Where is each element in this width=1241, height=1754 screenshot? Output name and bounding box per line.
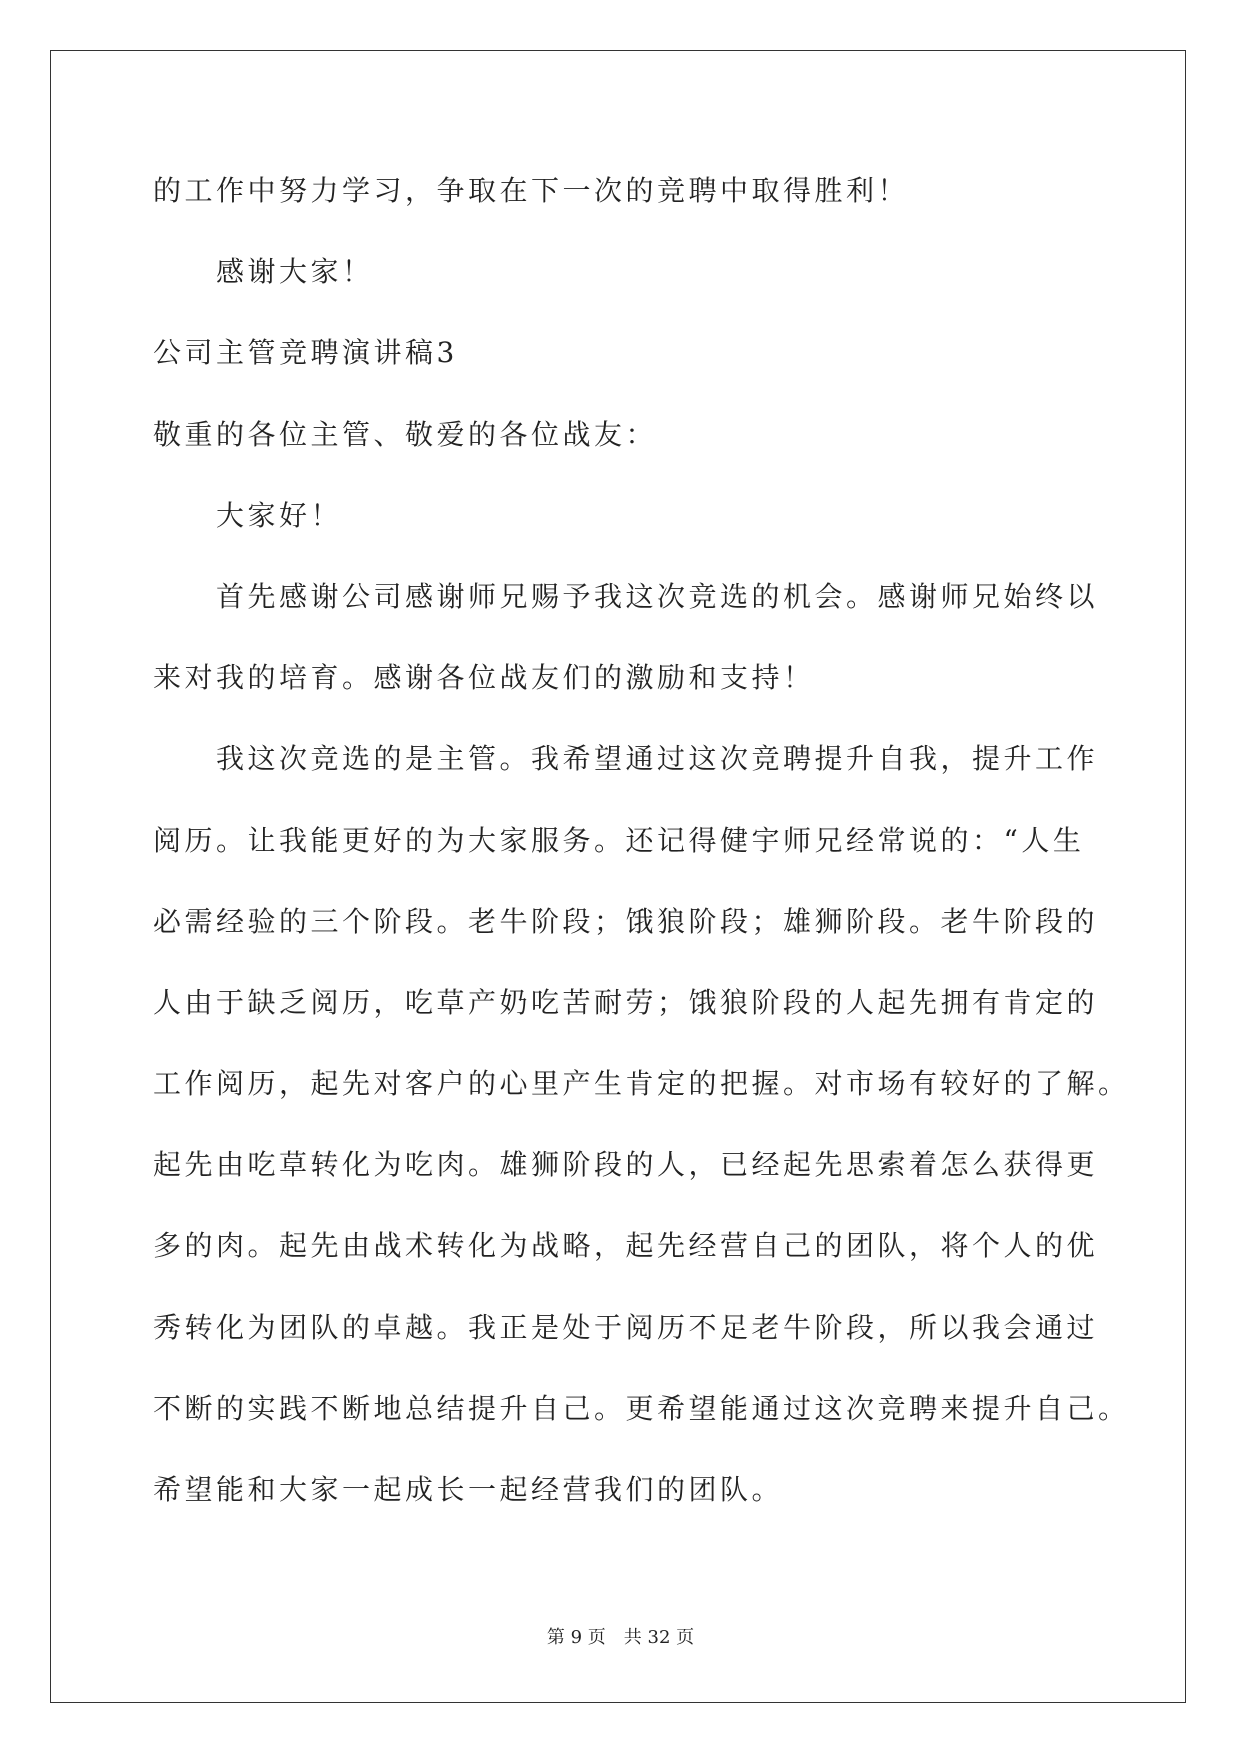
- paragraph-line: 工作阅历，起先对客户的心里产生肯定的把握。对市场有较好的了解。: [153, 1067, 1130, 1101]
- paragraph-motivation: [153, 718, 1163, 1530]
- page-footer: [0, 1625, 1241, 1651]
- paragraph-line: 不断的实践不断地总结提升自己。更希望能通过这次竞聘来提升自己。: [153, 1391, 1130, 1425]
- continuation-line: 的工作中努力学习，争取在下一次的竞聘中取得胜利！: [153, 174, 910, 207]
- paragraph-line: 秀转化为团队的卓越。我正是处于阅历不足老牛阶段，所以我会通过: [153, 1310, 1099, 1344]
- salutation-line: 敬重的各位主管、敬爱的各位战友：: [153, 417, 658, 451]
- total-page-count: 共 32 页: [623, 1627, 695, 1648]
- paragraph-line: 多的肉。起先由战术转化为战略，起先经营自己的团队，将个人的优: [153, 1229, 1099, 1263]
- document-body: [153, 150, 1163, 1530]
- paragraph-line: 我这次竞选的是主管。我希望通过这次竞聘提升自我，提升工作: [216, 742, 1099, 776]
- paragraph-line: 来对我的培育。感谢各位战友们的激励和支持！: [153, 661, 815, 695]
- paragraph-line: 阅历。让我能更好的为大家服务。还记得健宇师兄经常说的：“人生: [153, 823, 1085, 857]
- paragraph-gratitude: [153, 556, 1163, 718]
- paragraph-line: 希望能和大家一起成长一起经营我们的团队。: [153, 1473, 784, 1506]
- paragraph-line: 人由于缺乏阅历，吃草产奶吃苦耐劳；饿狼阶段的人起先拥有肯定的: [153, 985, 1099, 1019]
- paragraph-line: 必需经验的三个阶段。老牛阶段；饿狼阶段；雄狮阶段。老牛阶段的: [153, 904, 1099, 938]
- paragraph-line: 起先由吃草转化为吃肉。雄狮阶段的人，已经起先思索着怎么获得更: [153, 1148, 1099, 1182]
- current-page-number: 第 9 页: [546, 1627, 606, 1648]
- paragraph-line: 首先感谢公司感谢师兄赐予我这次竞选的机会。感谢师兄始终以: [216, 579, 1099, 613]
- speech-heading: 公司主管竞聘演讲稿3: [153, 336, 458, 370]
- closing-line: 感谢大家！: [216, 255, 374, 289]
- greeting-line: 大家好！: [216, 498, 343, 532]
